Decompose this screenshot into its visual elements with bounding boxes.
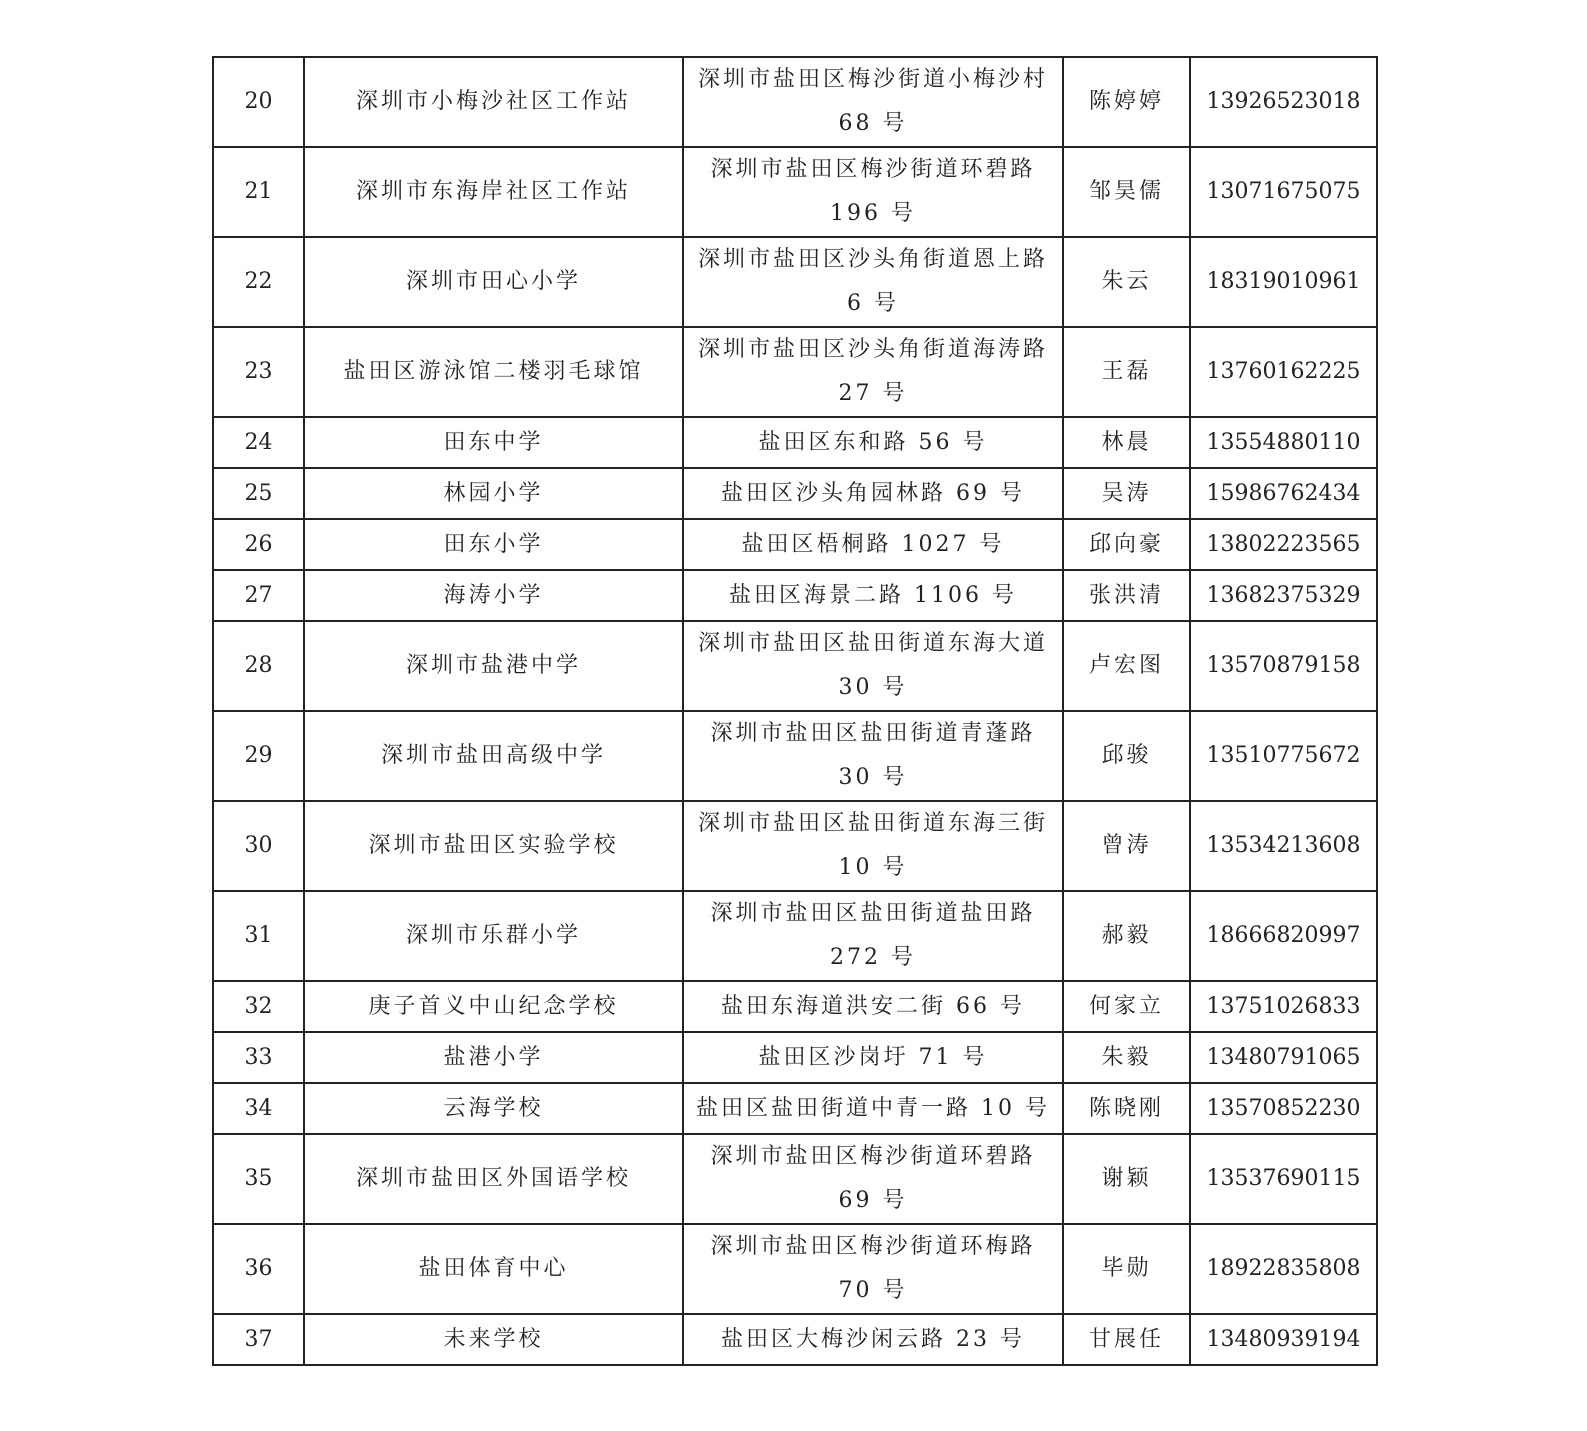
contact-phone: 13537690115 — [1190, 1134, 1377, 1224]
venue-name: 深圳市盐田区实验学校 — [304, 801, 683, 891]
table-row — [213, 1224, 1377, 1314]
venue-address: 深圳市盐田区沙头角街道恩上路 6 号 — [683, 237, 1063, 327]
contact-person: 陈晓刚 — [1063, 1083, 1190, 1134]
row-number: 24 — [213, 417, 304, 468]
table-row — [213, 468, 1377, 519]
contact-phone: 18922835808 — [1190, 1224, 1377, 1314]
contact-person: 张洪清 — [1063, 570, 1190, 621]
contact-phone: 13570879158 — [1190, 621, 1377, 711]
contact-phone: 13751026833 — [1190, 981, 1377, 1032]
venue-name: 盐田体育中心 — [304, 1224, 683, 1314]
table-row — [213, 711, 1377, 801]
venue-address: 盐田区东和路 56 号 — [683, 417, 1063, 468]
contact-phone: 18319010961 — [1190, 237, 1377, 327]
venue-name: 深圳市盐田区外国语学校 — [304, 1134, 683, 1224]
venue-address: 深圳市盐田区梅沙街道环梅路 70 号 — [683, 1224, 1063, 1314]
venue-name: 深圳市乐群小学 — [304, 891, 683, 981]
contact-person: 郝毅 — [1063, 891, 1190, 981]
contact-person: 甘展任 — [1063, 1314, 1190, 1365]
venue-name: 田东小学 — [304, 519, 683, 570]
table-row — [213, 891, 1377, 981]
row-number: 30 — [213, 801, 304, 891]
venue-name: 庚子首义中山纪念学校 — [304, 981, 683, 1032]
table-row — [213, 519, 1377, 570]
venue-address: 深圳市盐田区盐田街道东海三街 10 号 — [683, 801, 1063, 891]
row-number: 23 — [213, 327, 304, 417]
contact-person: 吴涛 — [1063, 468, 1190, 519]
contact-phone: 13510775672 — [1190, 711, 1377, 801]
contact-phone: 13682375329 — [1190, 570, 1377, 621]
contact-person: 林晨 — [1063, 417, 1190, 468]
venue-address: 深圳市盐田区梅沙街道环碧路 69 号 — [683, 1134, 1063, 1224]
contact-phone: 13926523018 — [1190, 57, 1377, 147]
venue-address: 深圳市盐田区盐田街道盐田路 272 号 — [683, 891, 1063, 981]
contact-person: 陈婷婷 — [1063, 57, 1190, 147]
row-number: 28 — [213, 621, 304, 711]
contact-person: 朱毅 — [1063, 1032, 1190, 1083]
venue-name: 盐港小学 — [304, 1032, 683, 1083]
contact-person: 曾涛 — [1063, 801, 1190, 891]
contact-phone: 13480939194 — [1190, 1314, 1377, 1365]
table-row — [213, 237, 1377, 327]
venue-name: 云海学校 — [304, 1083, 683, 1134]
row-number: 21 — [213, 147, 304, 237]
table-row — [213, 1314, 1377, 1365]
contact-phone: 15986762434 — [1190, 468, 1377, 519]
row-number: 31 — [213, 891, 304, 981]
contact-phone: 13802223565 — [1190, 519, 1377, 570]
contact-person: 何家立 — [1063, 981, 1190, 1032]
table-row — [213, 1134, 1377, 1224]
table-row — [213, 57, 1377, 147]
row-number: 36 — [213, 1224, 304, 1314]
contact-phone: 13570852230 — [1190, 1083, 1377, 1134]
venue-address: 深圳市盐田区盐田街道东海大道 30 号 — [683, 621, 1063, 711]
venue-address: 盐田区沙头角园林路 69 号 — [683, 468, 1063, 519]
venue-name: 深圳市盐港中学 — [304, 621, 683, 711]
contact-phone: 13480791065 — [1190, 1032, 1377, 1083]
contact-phone: 13554880110 — [1190, 417, 1377, 468]
contact-person: 卢宏图 — [1063, 621, 1190, 711]
venue-name: 林园小学 — [304, 468, 683, 519]
row-number: 32 — [213, 981, 304, 1032]
venue-address: 深圳市盐田区盐田街道青蓬路 30 号 — [683, 711, 1063, 801]
venue-address: 盐田区梧桐路 1027 号 — [683, 519, 1063, 570]
row-number: 27 — [213, 570, 304, 621]
row-number: 35 — [213, 1134, 304, 1224]
table-row — [213, 801, 1377, 891]
contact-phone: 18666820997 — [1190, 891, 1377, 981]
table-row — [213, 621, 1377, 711]
contact-person: 王磊 — [1063, 327, 1190, 417]
venue-address: 盐田东海道洪安二街 66 号 — [683, 981, 1063, 1032]
venue-name: 深圳市东海岸社区工作站 — [304, 147, 683, 237]
venue-address: 盐田区海景二路 1106 号 — [683, 570, 1063, 621]
venue-name: 田东中学 — [304, 417, 683, 468]
row-number: 22 — [213, 237, 304, 327]
contact-phone: 13071675075 — [1190, 147, 1377, 237]
venue-address: 深圳市盐田区沙头角街道海涛路 27 号 — [683, 327, 1063, 417]
venue-address: 深圳市盐田区梅沙街道小梅沙村 68 号 — [683, 57, 1063, 147]
venue-address: 盐田区沙岗圩 71 号 — [683, 1032, 1063, 1083]
table-row — [213, 147, 1377, 237]
table-row — [213, 1083, 1377, 1134]
row-number: 37 — [213, 1314, 304, 1365]
contact-person: 毕勋 — [1063, 1224, 1190, 1314]
contact-person: 朱云 — [1063, 237, 1190, 327]
row-number: 34 — [213, 1083, 304, 1134]
contact-person: 邹昊儒 — [1063, 147, 1190, 237]
venue-address: 盐田区大梅沙闲云路 23 号 — [683, 1314, 1063, 1365]
row-number: 33 — [213, 1032, 304, 1083]
row-number: 29 — [213, 711, 304, 801]
contact-phone: 13760162225 — [1190, 327, 1377, 417]
table-row — [213, 981, 1377, 1032]
table-row — [213, 327, 1377, 417]
venue-contact-table — [212, 56, 1378, 1366]
venue-name: 深圳市田心小学 — [304, 237, 683, 327]
venue-name: 深圳市小梅沙社区工作站 — [304, 57, 683, 147]
venue-name: 海涛小学 — [304, 570, 683, 621]
table-row — [213, 1032, 1377, 1083]
venue-name: 未来学校 — [304, 1314, 683, 1365]
contact-person: 邱骏 — [1063, 711, 1190, 801]
table-row — [213, 417, 1377, 468]
venue-name: 深圳市盐田高级中学 — [304, 711, 683, 801]
contact-person: 邱向豪 — [1063, 519, 1190, 570]
table-row — [213, 570, 1377, 621]
venue-name: 盐田区游泳馆二楼羽毛球馆 — [304, 327, 683, 417]
contact-person: 谢颖 — [1063, 1134, 1190, 1224]
row-number: 20 — [213, 57, 304, 147]
venue-address: 盐田区盐田街道中青一路 10 号 — [683, 1083, 1063, 1134]
venue-address: 深圳市盐田区梅沙街道环碧路 196 号 — [683, 147, 1063, 237]
contact-phone: 13534213608 — [1190, 801, 1377, 891]
row-number: 25 — [213, 468, 304, 519]
row-number: 26 — [213, 519, 304, 570]
